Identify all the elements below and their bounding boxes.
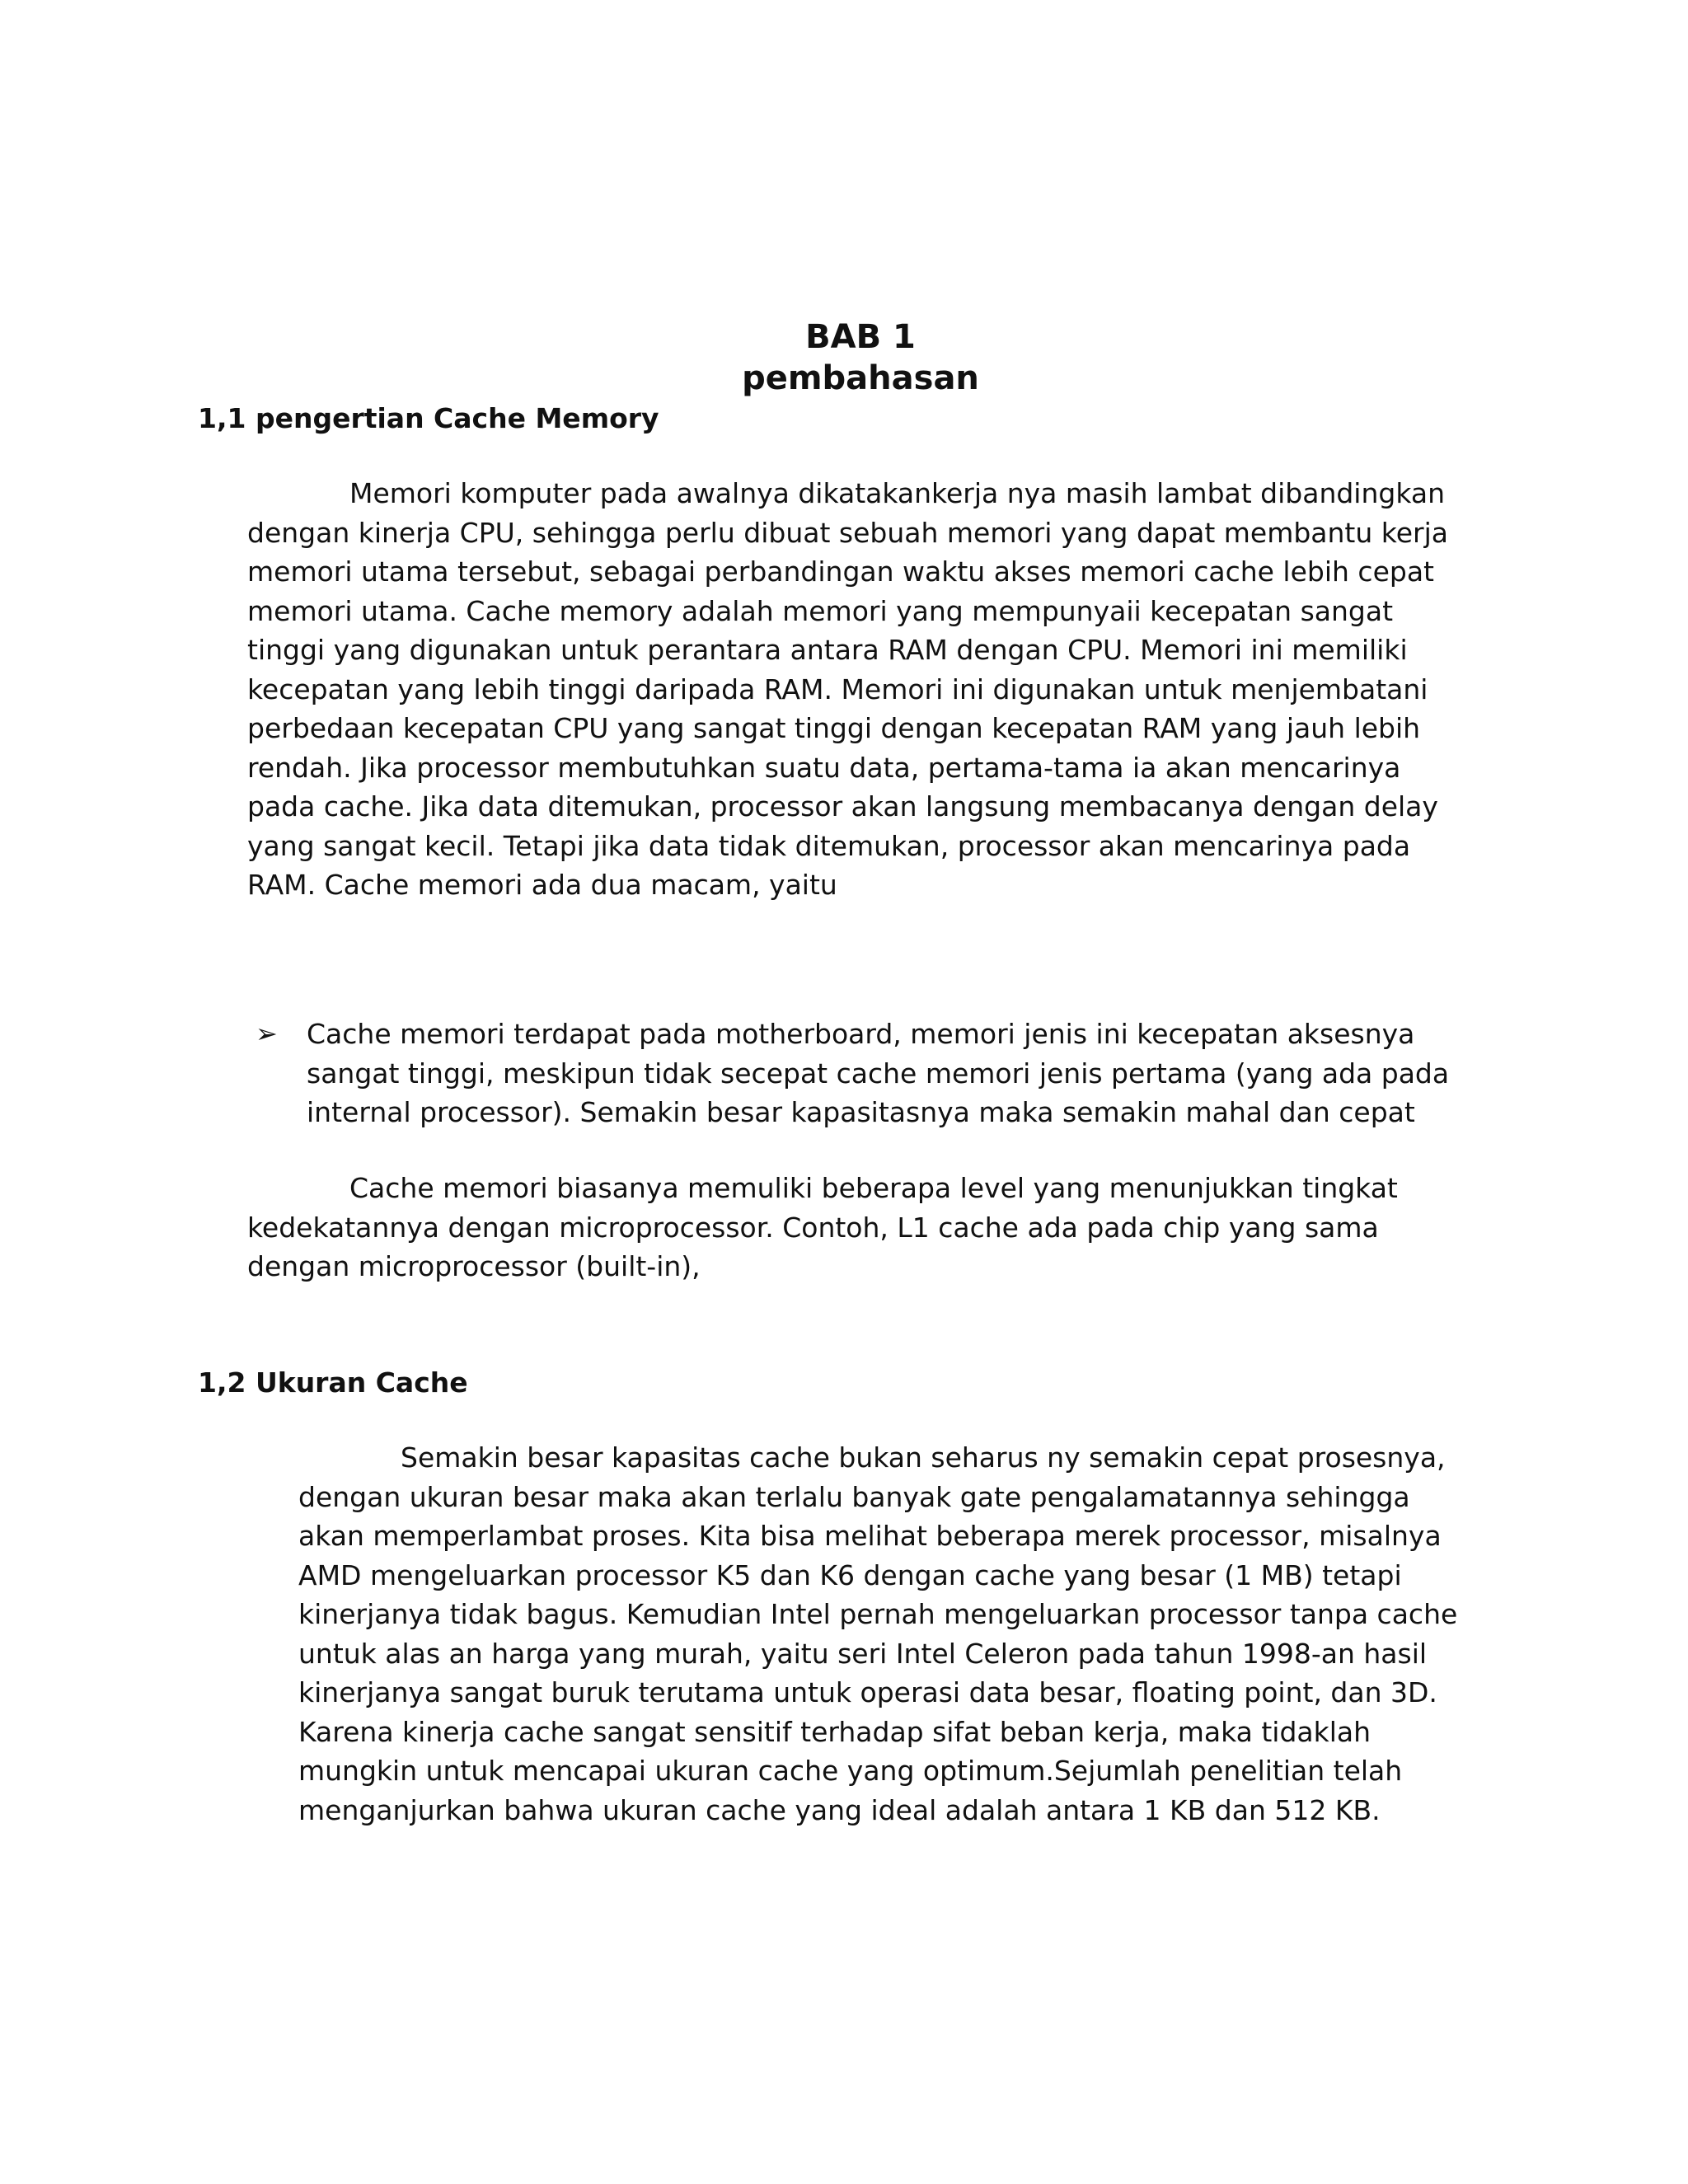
- section-2-paragraph: [298, 1438, 1457, 1830]
- paragraph-line: dengan microprocessor (built-in),: [247, 1250, 701, 1282]
- paragraph-line: Cache memori biasanya memuliki beberapa level yang menunjukkan tingkat: [349, 1172, 1398, 1204]
- paragraph-line: mungkin untuk mencapai ukuran cache yang optimum.Sejumlah penelitian telah: [298, 1755, 1403, 1787]
- paragraph-line: AMD mengeluarkan processor K5 dan K6 dengan cache yang besar (1 MB) tetapi: [298, 1558, 1402, 1591]
- paragraph-line: kecepatan yang lebih tinggi daripada RAM. Memori ini digunakan untuk menjembatani: [247, 673, 1428, 705]
- paragraph-line: kinerjanya sangat buruk terutama untuk operasi data besar, floating point, dan 3D.: [298, 1676, 1437, 1708]
- paragraph-line: memori utama. Cache memory adalah memori yang mempunyaii kecepatan sangat: [247, 594, 1394, 627]
- paragraph-line: Karena kinerja cache sangat sensitif terhadap sifat beban kerja, maka tidaklah: [298, 1715, 1372, 1748]
- bullet-line: internal processor). Semakin besar kapasitasnya maka semakin mahal dan cepat: [307, 1096, 1415, 1128]
- section-1-heading: 1,1 pengertian Cache Memory: [198, 402, 659, 434]
- paragraph-line: tinggi yang digunakan untuk perantara antara RAM dengan CPU. Memori ini memiliki: [247, 634, 1408, 666]
- paragraph-line: Memori komputer pada awalnya dikatakankerja nya masih lambat dibandingkan: [349, 477, 1446, 509]
- paragraph-line: Semakin besar kapasitas cache bukan seharus ny semakin cepat prosesnya,: [401, 1441, 1446, 1474]
- paragraph-line: pada cache. Jika data ditemukan, processor akan langsung membacanya dengan delay: [247, 790, 1438, 823]
- paragraph-line: menganjurkan bahwa ukuran cache yang ideal adalah antara 1 KB dan 512 KB.: [298, 1793, 1381, 1826]
- paragraph-line: dengan ukuran besar maka akan terlalu banyak gate pengalamatannya sehingga: [298, 1480, 1410, 1513]
- arrow-bullet-icon: ➢: [256, 1018, 278, 1049]
- paragraph-line: akan memperlambat proses. Kita bisa melihat beberapa merek processor, misalnya: [298, 1520, 1442, 1552]
- paragraph-line: rendah. Jika processor membutuhkan suatu data, pertama-tama ia akan mencarinya: [247, 751, 1401, 784]
- paragraph-line: RAM. Cache memori ada dua macam, yaitu: [247, 869, 837, 901]
- paragraph-line: perbedaan kecepatan CPU yang sangat tinggi dengan kecepatan RAM yang jauh lebih: [247, 712, 1421, 744]
- paragraph-line: untuk alas an harga yang murah, yaitu seri Intel Celeron pada tahun 1998-an hasil: [298, 1637, 1428, 1670]
- bullet-text: [307, 1015, 1449, 1132]
- paragraph-line: dengan kinerja CPU, sehingga perlu dibuat sebuah memori yang dapat membantu kerja: [247, 516, 1448, 549]
- bullet-line: sangat tinggi, meskipun tidak secepat cache memori jenis pertama (yang ada pada: [307, 1057, 1450, 1090]
- section-2-heading: 1,2 Ukuran Cache: [198, 1366, 468, 1399]
- paragraph-line: yang sangat kecil. Tetapi jika data tidak ditemukan, processor akan mencarinya pada: [247, 829, 1411, 862]
- paragraph-line: memori utama tersebut, sebagai perbandingan waktu akses memori cache lebih cepat: [247, 555, 1434, 588]
- section-1-paragraph: [247, 474, 1448, 905]
- paragraph-line: kinerjanya tidak bagus. Kemudian Intel pernah mengeluarkan processor tanpa cache: [298, 1598, 1458, 1630]
- paragraph-line: kedekatannya dengan microprocessor. Contoh, L1 cache ada pada chip yang sama: [247, 1211, 1379, 1244]
- bullet-line: Cache memori terdapat pada motherboard, memori jenis ini kecepatan aksesnya: [307, 1018, 1415, 1050]
- section-1-paragraph-2: [247, 1169, 1398, 1286]
- chapter-subtitle: pembahasan: [742, 359, 979, 397]
- chapter-title: BAB 1: [805, 318, 916, 356]
